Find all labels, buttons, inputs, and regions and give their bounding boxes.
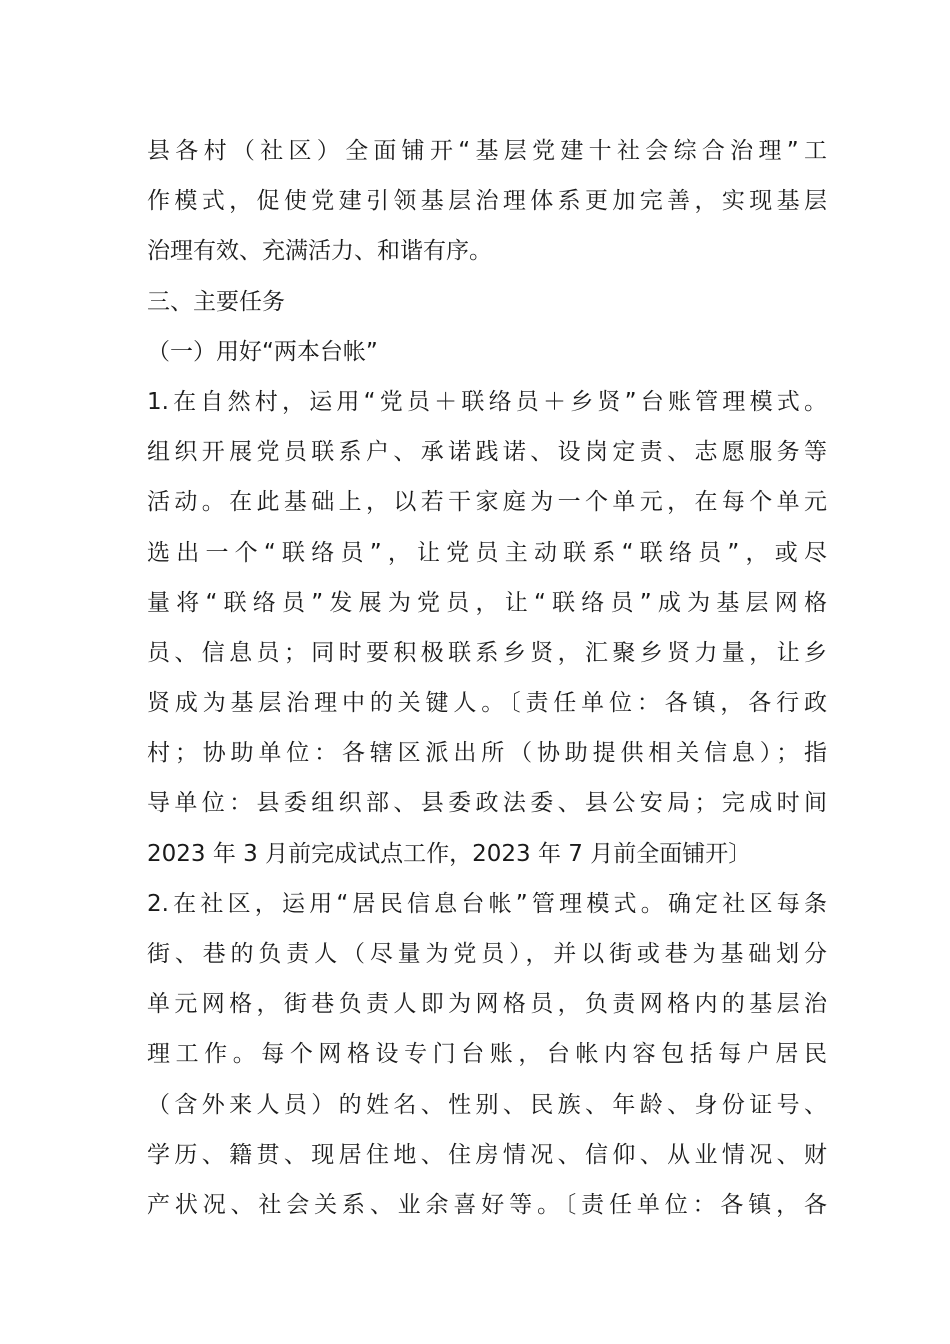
text-line: 县各村（社区）全面铺开“基层党建十社会综合治理”工	[147, 138, 827, 164]
text-line: 学历、籍贯、现居住地、住房情况、信仰、从业情况、财	[147, 1141, 827, 1168]
text-line: 量将“联络员”发展为党员，让“联络员”成为基层网格	[147, 589, 827, 616]
text-line: （含外来人员）的姓名、性别、民族、年龄、身份证号、	[147, 1091, 827, 1118]
text-line: 员、信息员；同时要积极联系乡贤，汇聚乡贤力量，让乡	[147, 639, 827, 666]
text-line: 选出一个“联络员”，让党员主动联系“联络员”，或尽	[147, 539, 827, 566]
subsection-heading: （一）用好“两本台帐”	[147, 338, 378, 365]
text-line: 2023 年 3 月前完成试点工作，2023 年 7 月前全面铺开〕	[147, 840, 752, 867]
text-line: 单元网格，街巷负责人即为网格员，负责网格内的基层治	[147, 991, 827, 1018]
text-line: 理工作。每个网格设专门台账，台帐内容包括每户居民	[147, 1041, 827, 1068]
text-line: 2.在社区，运用“居民信息台帐”管理模式。确定社区每条	[147, 890, 827, 917]
text-line: 作模式，促使党建引领基层治理体系更加完善，实现基层	[147, 188, 827, 215]
text-line: 村；协助单位：各辖区派出所（协助提供相关信息）；指	[147, 740, 827, 767]
text-line: 活动。在此基础上，以若干家庭为一个单元，在每个单元	[147, 489, 827, 516]
text-line: 治理有效、充满活力、和谐有序。	[147, 238, 492, 265]
text-line: 街、巷的负责人（尽量为党员），并以街或巷为基础划分	[147, 941, 827, 967]
section-heading: 三、主要任务	[147, 288, 285, 315]
text-line: 组织开展党员联系户、承诺践诺、设岗定责、志愿服务等	[147, 439, 827, 466]
body-text	[147, 126, 827, 1230]
text-line: 贤成为基层治理中的关键人。〔责任单位：各镇，各行政	[147, 690, 827, 717]
text-line: 导单位：县委组织部、县委政法委、县公安局；完成时间	[147, 790, 827, 817]
text-line: 1.在自然村，运用“党员＋联络员＋乡贤”台账管理模式。	[147, 388, 827, 415]
text-line: 产状况、社会关系、业余喜好等。〔责任单位：各镇，各	[147, 1191, 827, 1218]
